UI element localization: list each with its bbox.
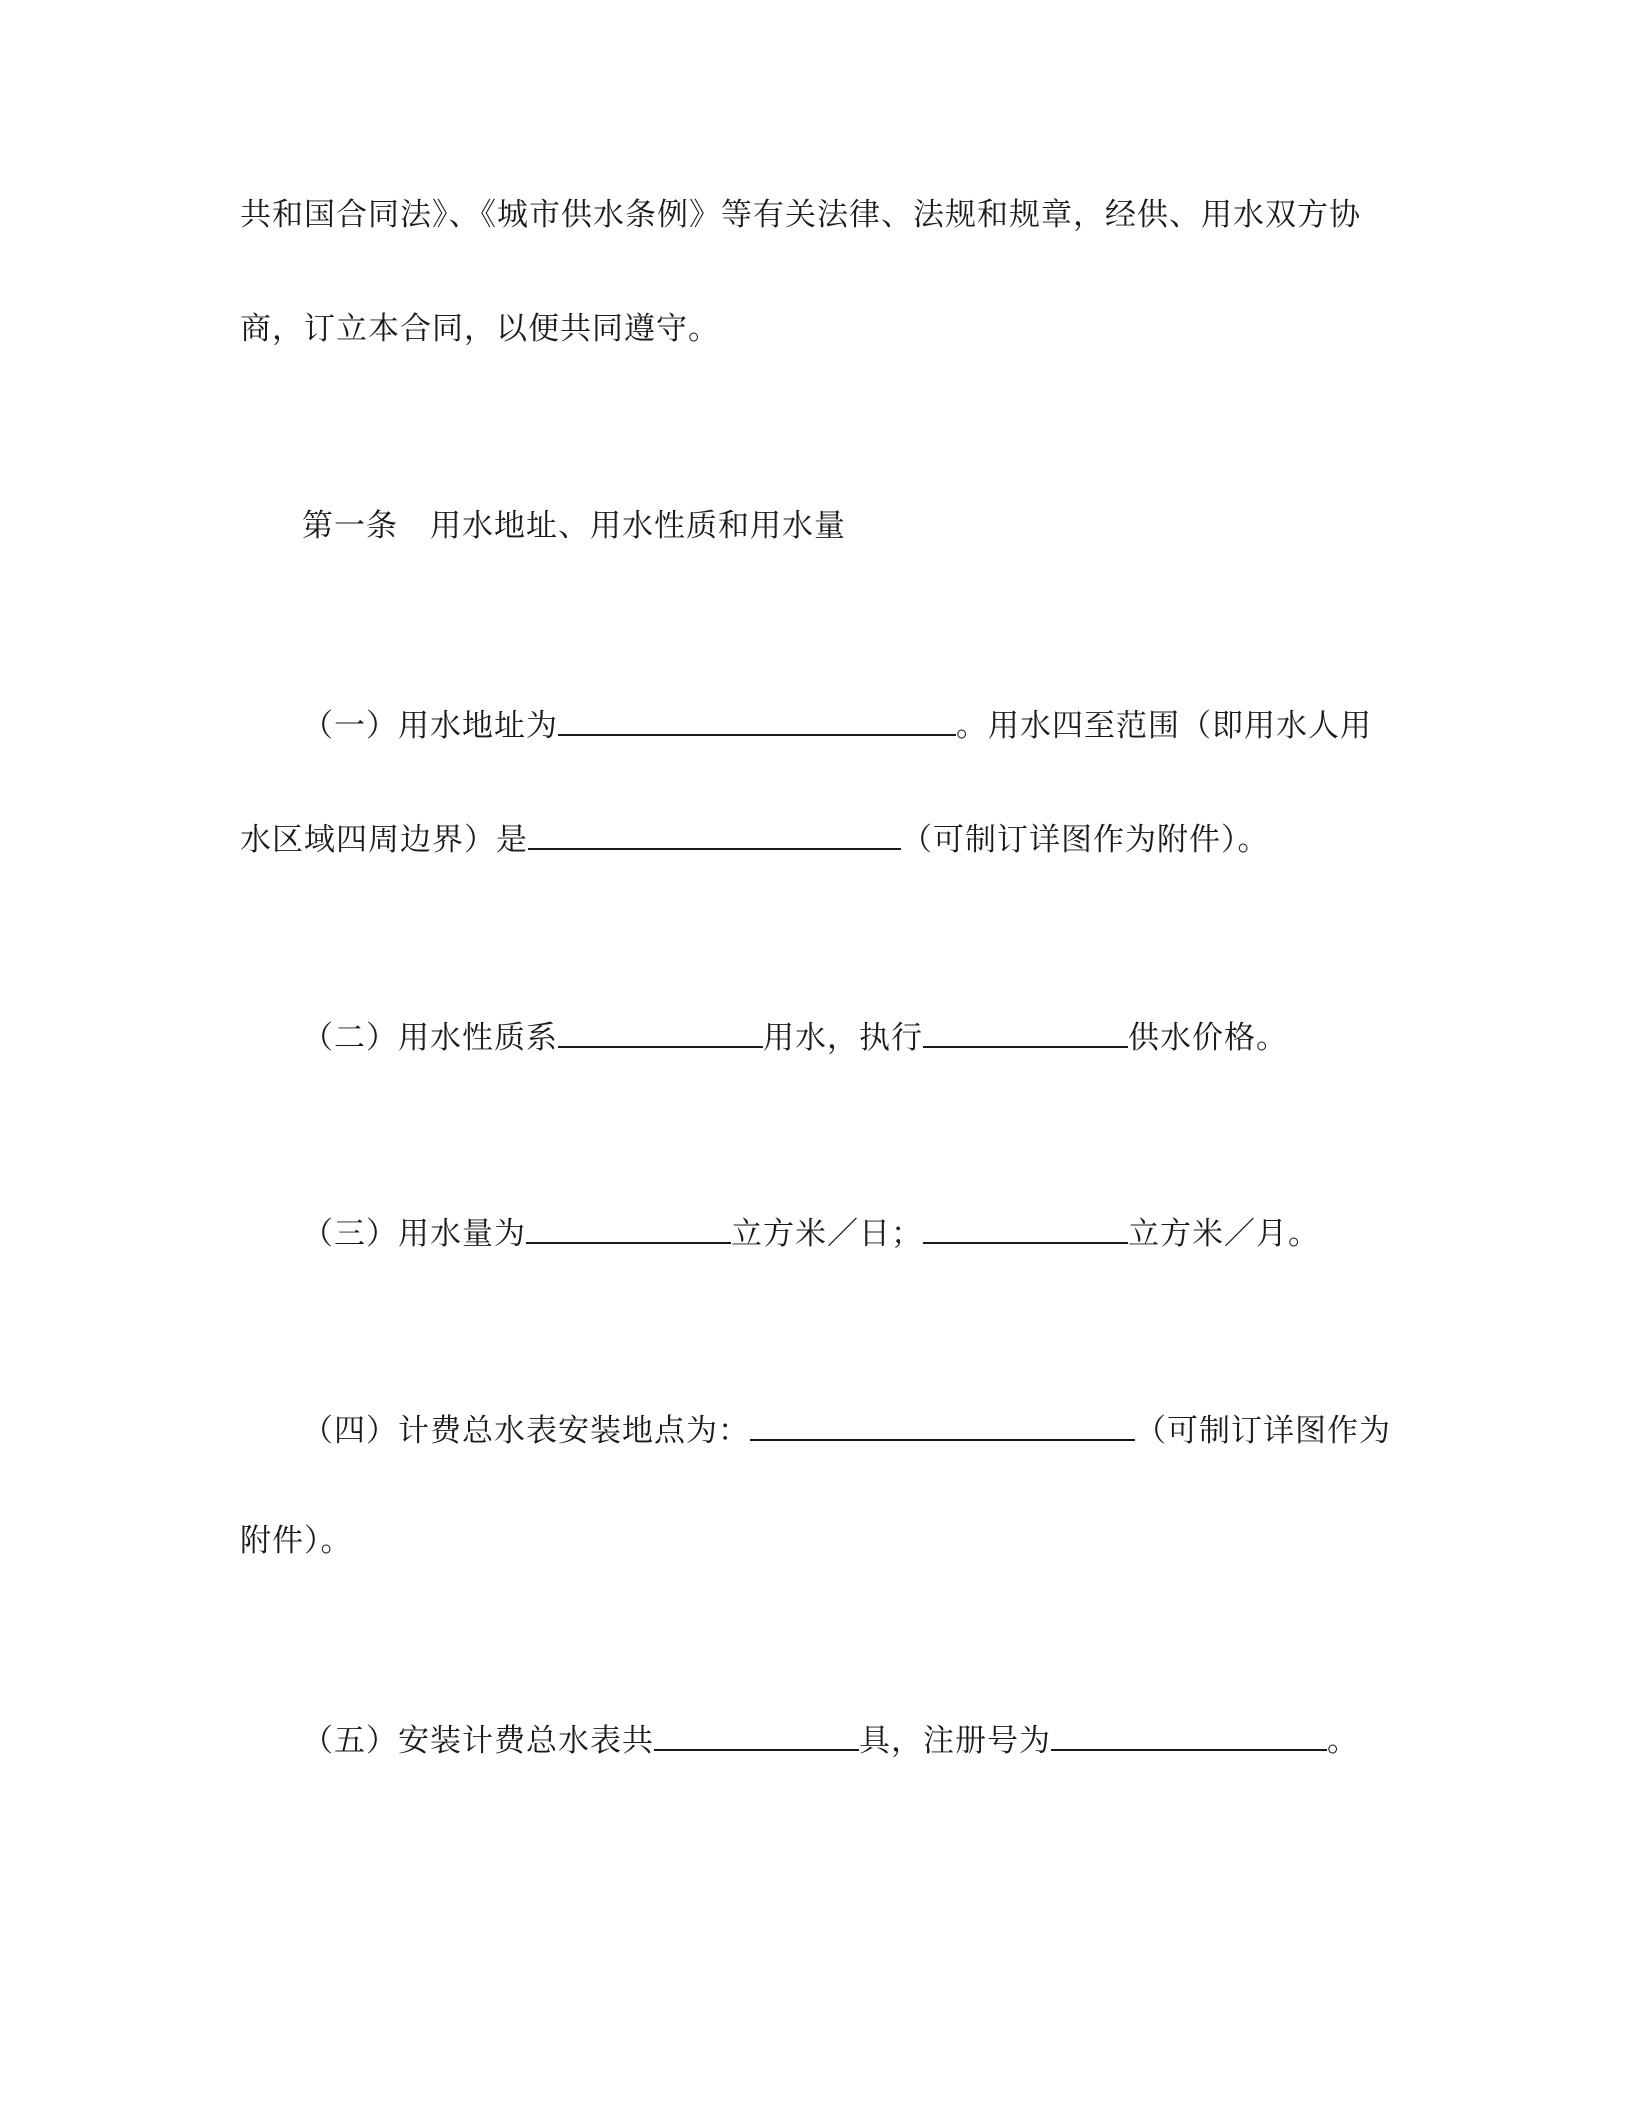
article-1-heading: 第一条 用水地址、用水性质和用水量 [302,508,846,544]
meter-count-blank[interactable] [654,1717,859,1751]
item-3-line [302,1210,1320,1254]
item-1-mid: 。用水四至范围（即用水人用 [956,708,1372,744]
item-2-prefix: （二）用水性质系 [302,1020,558,1056]
item-3-prefix: （三）用水量为 [302,1216,526,1252]
item-4-prefix: （四）计费总水表安装地点为： [302,1413,750,1449]
item-2-mid: 用水，执行 [763,1020,923,1056]
boundary-blank[interactable] [528,816,901,850]
item-5-mid: 具，注册号为 [859,1723,1051,1759]
daily-volume-blank[interactable] [526,1210,731,1244]
registration-number-blank[interactable] [1051,1717,1327,1751]
water-nature-blank[interactable] [558,1014,763,1048]
item-5-prefix: （五）安装计费总水表共 [302,1723,654,1759]
item-1-line-2 [240,816,1270,860]
item-5-suffix: 。 [1327,1723,1359,1759]
item-2-line [302,1014,1288,1058]
item-1-line-1 [302,702,1372,746]
intro-line-1: 共和国合同法》、《城市供水条例》等有关法律、法规和规章，经供、用水双方协 [240,197,1361,233]
item-1-suffix: （可制订详图作为附件）。 [901,822,1270,858]
item-4-line-1 [302,1407,1391,1451]
item-1-prefix: （一）用水地址为 [302,708,558,744]
item-4-suffix: （可制订详图作为 [1135,1413,1391,1449]
monthly-volume-blank[interactable] [923,1210,1128,1244]
price-category-blank[interactable] [923,1014,1128,1048]
item-5-line [302,1717,1359,1761]
item-4-line-2: 附件）。 [240,1523,353,1559]
item-3-suffix: 立方米／月。 [1128,1216,1320,1252]
item-2-suffix: 供水价格。 [1128,1020,1288,1056]
water-address-blank[interactable] [558,702,956,736]
meter-location-blank[interactable] [750,1407,1135,1441]
item-3-mid: 立方米／日； [731,1216,923,1252]
intro-line-2: 商，订立本合同，以便共同遵守。 [240,311,720,347]
item-1-line-2-prefix: 水区域四周边界）是 [240,822,528,858]
